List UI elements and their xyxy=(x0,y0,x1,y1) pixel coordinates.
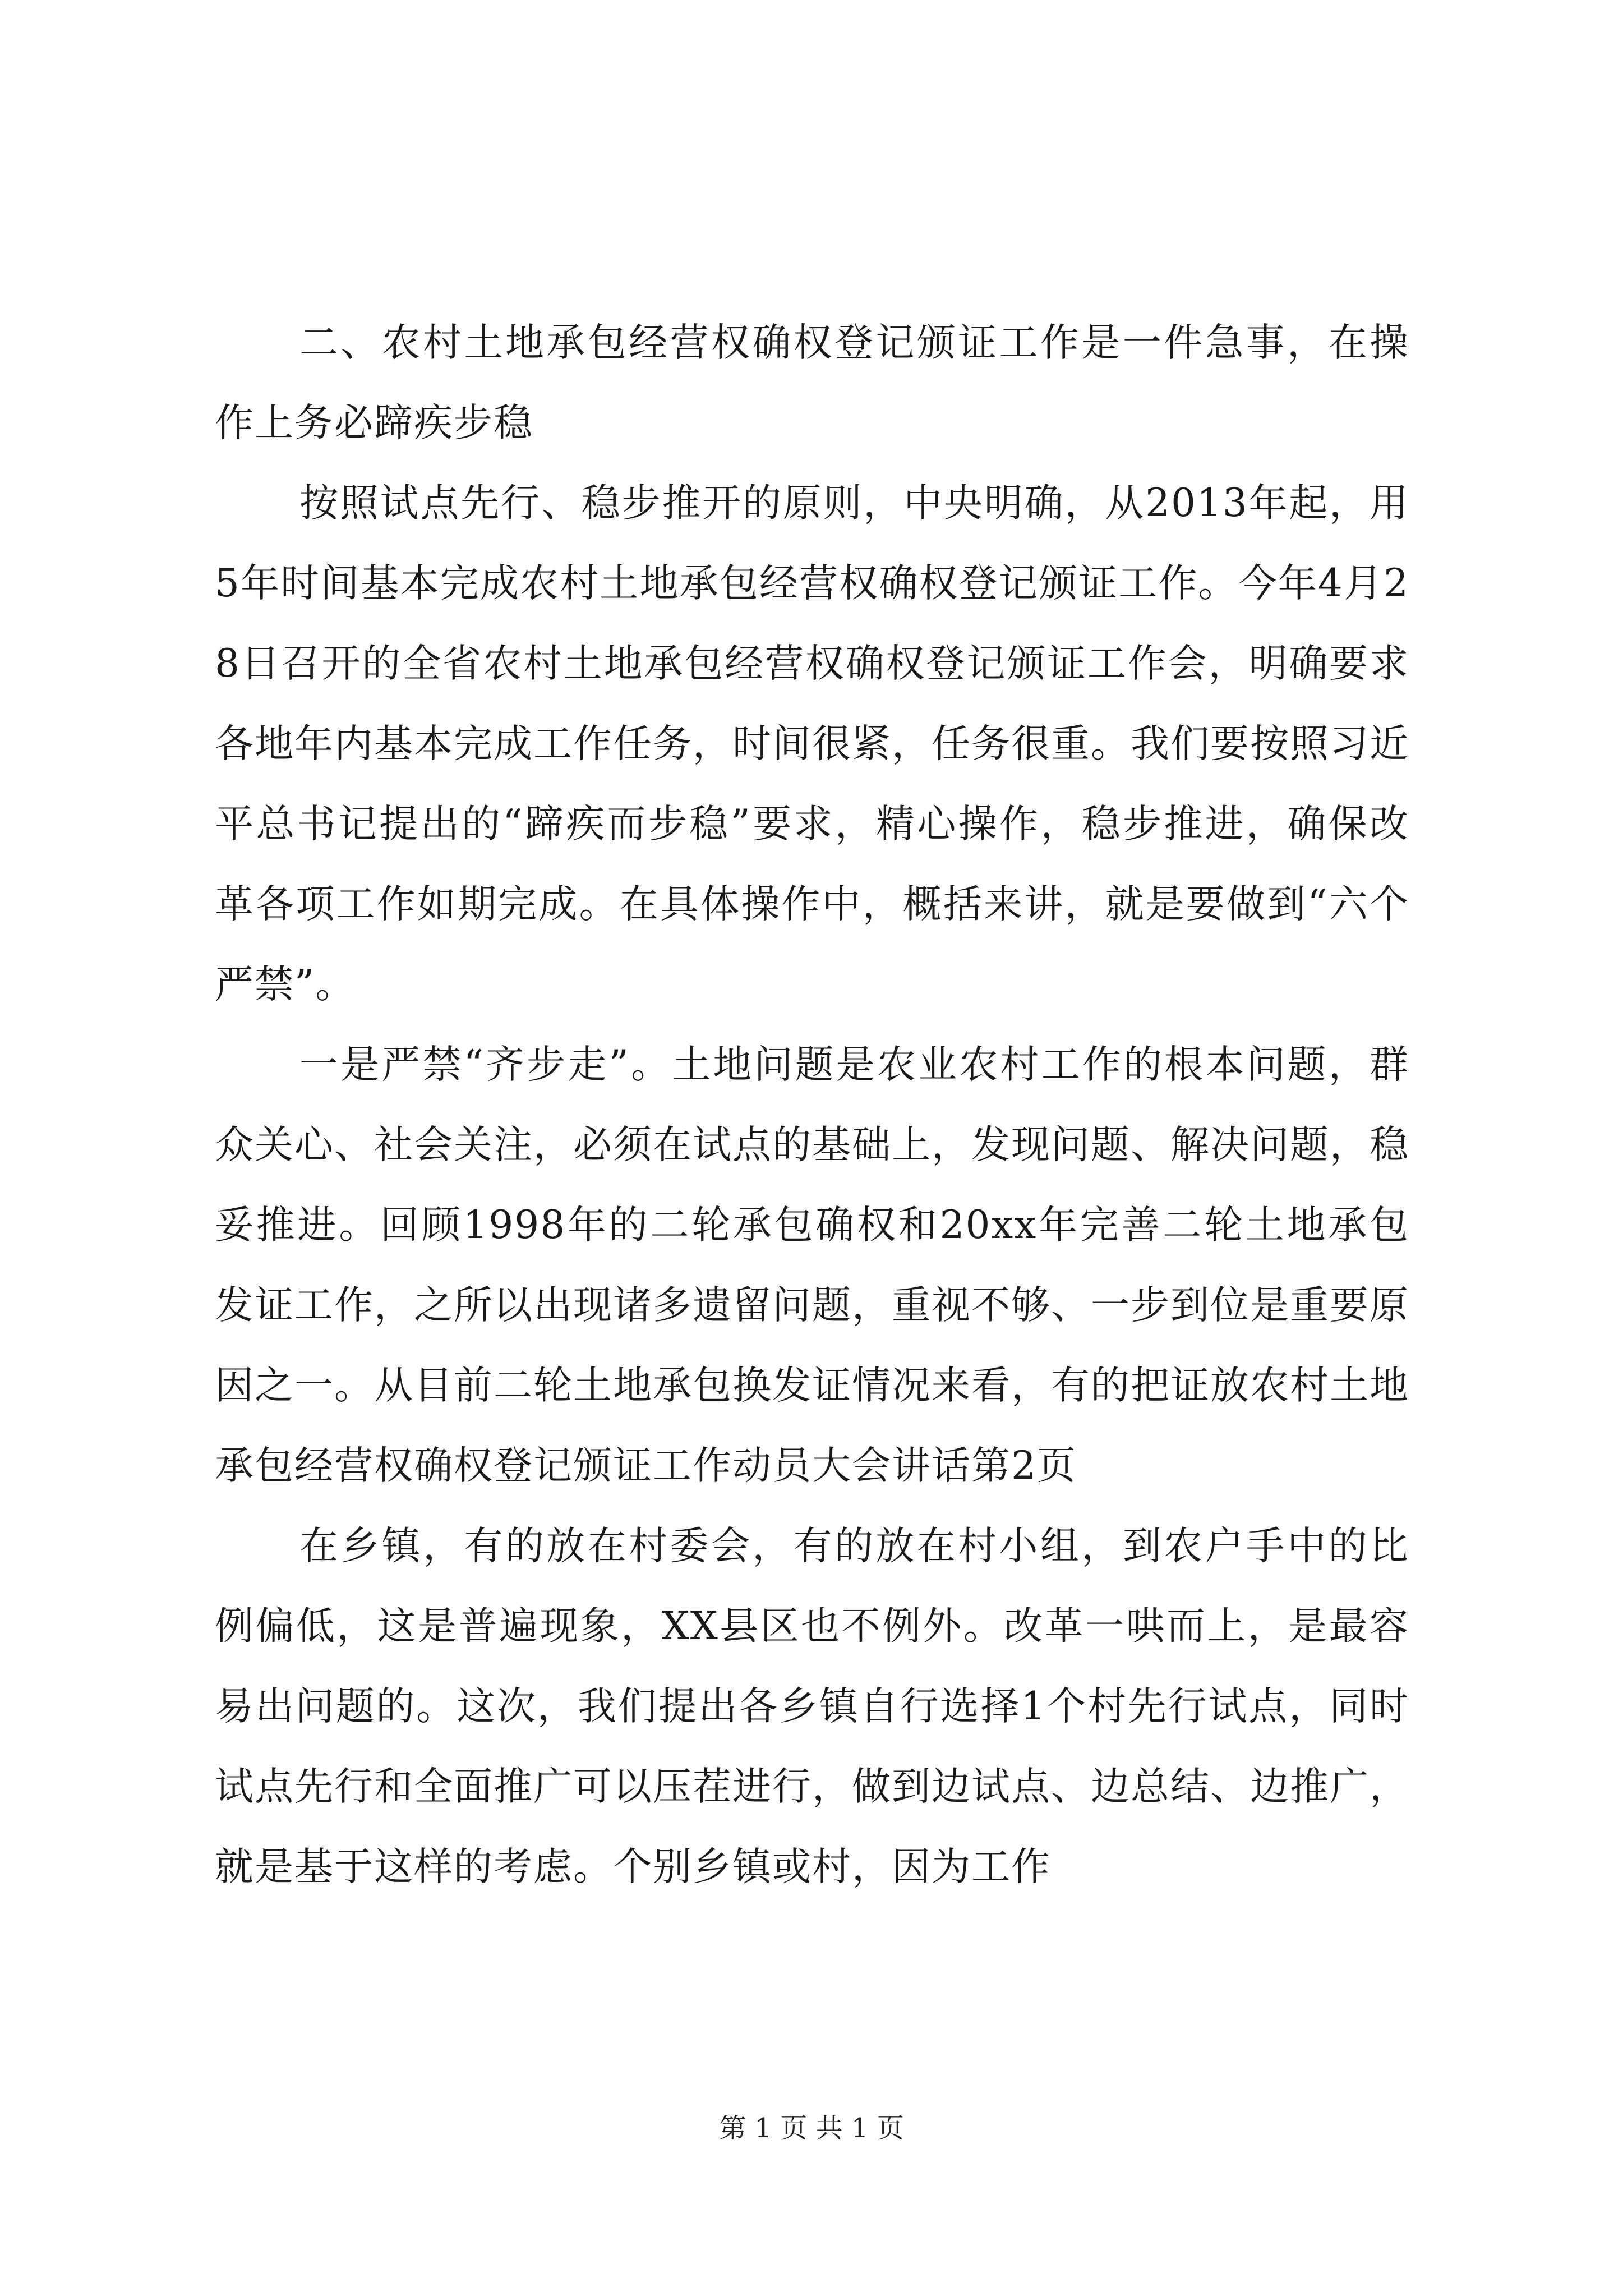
paragraph: 按照试点先行、稳步推开的原则，中央明确，从2013年起，用5年时间基本完成农村土地承包经营权确权登记颁证工作。今年4月28日召开的全省农村土地承包经营权确权登记颁证工作会，明确要求各地年内基本完成工作任务，时间很紧，任务很重。我们要按照习近平总书记提出的“蹄疾而步稳”要求，精心操作，稳步推进，确保改革各项工作如期完成。在具体操作中，概括来讲，就是要做到“六个严禁”。 xyxy=(215,481,1409,1007)
paragraph: 一是严禁“齐步走”。土地问题是农业农村工作的根本问题，群众关心、社会关注，必须在试点的基础上，发现问题、解决问题，稳妥推进。回顾1998年的二轮承包确权和20xx年完善二轮土地承包发证工作，之所以出现诸多遗留问题，重视不够、一步到位是重要原因之一。从目前二轮土地承包换发证情况来看，有的把证放农村土地承包经营权确权登记颁证工作动员大会讲话第2页 xyxy=(215,1042,1409,1488)
section-heading: 二、农村土地承包经营权确权登记颁证工作是一件急事，在操作上务必蹄疾步稳 xyxy=(215,320,1409,445)
document-body xyxy=(215,303,1409,1907)
page-footer: 第 1 页 共 1 页 xyxy=(719,2113,904,2144)
paragraph: 在乡镇，有的放在村委会，有的放在村小组，到农户手中的比例偏低，这是普遍现象，XX县区也不例外。改革一哄而上，是最容易出问题的。这次，我们提出各乡镇自行选择1个村先行试点，同时试点先行和全面推广可以压茬进行，做到边试点、边总结、边推广，就是基于这样的考虑。个别乡镇或村，因为工作 xyxy=(215,1524,1409,1889)
